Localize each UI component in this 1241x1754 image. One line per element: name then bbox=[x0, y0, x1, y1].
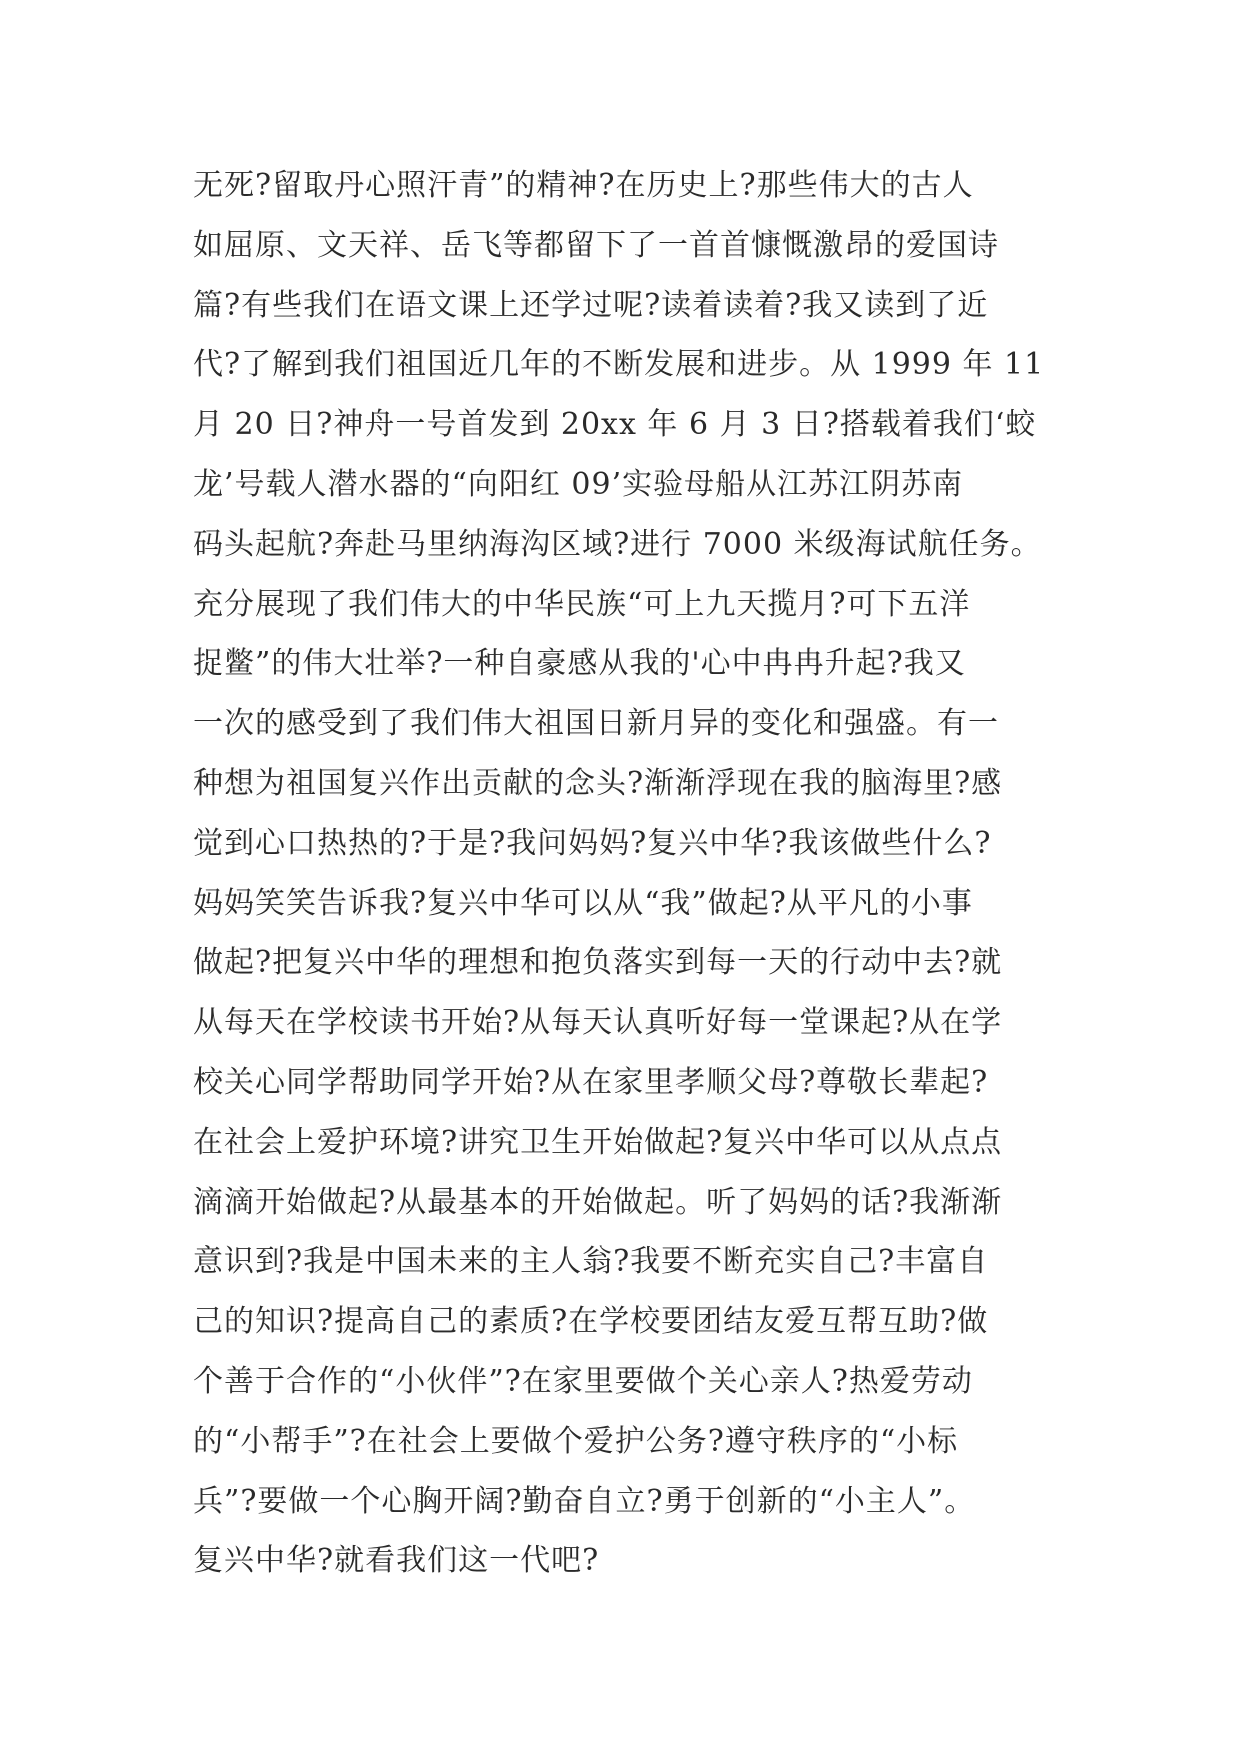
text-line: 复兴中华?就看我们这一代吧? bbox=[193, 1543, 600, 1579]
text-line: 从每天在学校读书开始?从每天认真听好每一堂课起?从在学 bbox=[193, 1005, 1003, 1041]
text-line: 滴滴开始做起?从最基本的开始做起。听了妈妈的话?我渐渐 bbox=[193, 1184, 1003, 1220]
text-line: 妈妈笑笑告诉我?复兴中华可以从“我”做起?从平凡的小事 bbox=[193, 885, 973, 921]
text-line: 在社会上爱护环境?讲究卫生开始做起?复兴中华可以从点点 bbox=[193, 1124, 1003, 1160]
text-line: 码头起航?奔赴马里纳海沟区域?进行 7000 米级海试航任务。 bbox=[193, 526, 1042, 562]
text-line: 己的知识?提高自己的素质?在学校要团结友爱互帮互助?做 bbox=[193, 1304, 989, 1340]
text-line: 捉鳖”的伟大壮举?一种自豪感从我的'心中冉冉升起?我又 bbox=[193, 646, 966, 682]
text-line: 的“小帮手”?在社会上要做个爱护公务?遵守秩序的“小标 bbox=[193, 1423, 959, 1459]
text-line: 做起?把复兴中华的理想和抱负落实到每一天的行动中去?就 bbox=[193, 945, 1003, 981]
text-line: 种想为祖国复兴作出贡献的念头?渐渐浮现在我的脑海里?感 bbox=[193, 765, 1003, 801]
body-text bbox=[193, 156, 1093, 1591]
text-line: 意识到?我是中国未来的主人翁?我要不断充实自己?丰富自 bbox=[193, 1244, 989, 1280]
text-line: 如屈原、文天祥、岳飞等都留下了一首首慷慨激昂的爱国诗 bbox=[193, 227, 999, 263]
text-line: 兵”?要做一个心胸开阔?勤奋自立?勇于创新的“小主人”。 bbox=[193, 1483, 976, 1519]
text-line: 无死?留取丹心照汗青”的精神?在历史上?那些伟大的古人 bbox=[193, 168, 974, 203]
text-line: 校关心同学帮助同学开始?从在家里孝顺父母?尊敬长辈起? bbox=[193, 1064, 989, 1100]
text-line: 一次的感受到了我们伟大祖国日新月异的变化和强盛。有一 bbox=[193, 706, 999, 742]
text-line: 代?了解到我们祖国近几年的不断发展和进步。从 1999 年 11 bbox=[193, 347, 1045, 383]
text-line: 月 20 日?神舟一号首发到 20xx 年 6 月 3 日?搭载着我们‘蛟 bbox=[193, 407, 1037, 443]
text-line: 充分展现了我们伟大的中华民族“可上九天揽月?可下五洋 bbox=[193, 586, 971, 622]
text-line: 龙’号载人潜水器的“向阳红 09’实验母船从江苏江阴苏南 bbox=[193, 466, 964, 502]
text-line: 觉到心口热热的?于是?我问妈妈?复兴中华?我该做些什么? bbox=[193, 825, 992, 861]
text-line: 个善于合作的“小伙伴”?在家里要做个关心亲人?热爱劳动 bbox=[193, 1363, 973, 1399]
text-line: 篇?有些我们在语文课上还学过呢?读着读着?我又读到了近 bbox=[193, 287, 989, 323]
